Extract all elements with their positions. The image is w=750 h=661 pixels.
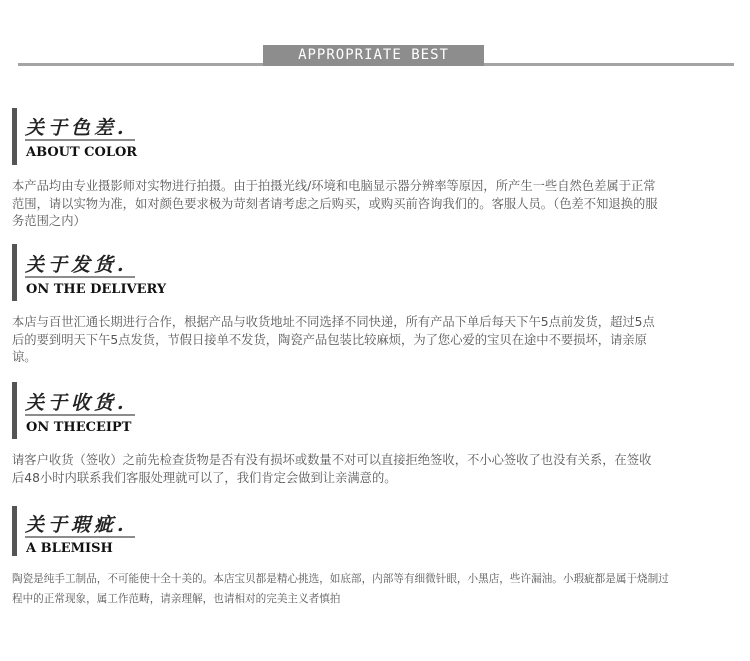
section-accent-bar [12,244,17,301]
section-accent-bar [12,506,17,556]
section-text: 本店与百世汇通长期进行合作，根据产品与收货地址不同选择不同快递，所有产品下单后每天下午5点前发货，超过5点后的要到明天下午5点发货，节假日接单不发货，陶瓷产品包装比较麻烦，为了您心爱的宝贝在途中不要损坏，请亲原谅。 [12,315,655,364]
section-accent-bar [12,382,17,439]
section-title-cn: 关于色差. [25,117,128,139]
section-title-cn: 关于收货. [25,392,128,414]
section-title-en: ON THE DELIVERY [26,282,167,297]
section-text: 本产品均由专业摄影师对实物进行拍摄。由于拍摄光线/环境和电脑显示器分辨率等原因，所产生一些自然色差属于正常范围，请以实物为准，如对颜色要求极为苛刻者请考虑之后购买，或购买前咨询我们的。客服人员。（色差不知退换的服务范围之内） [12,179,658,228]
section-title-cn: 关于瑕疵. [25,514,128,536]
section-title-cn: 关于发货. [25,254,128,276]
title-underline [25,414,135,416]
section-text: 陶瓷是纯手工制品，不可能使十全十美的。本店宝贝都是精心挑选，如底部，内部等有细微针眼，小黑店，些许漏油。小瑕疵都是属于烧制过程中的正常现象，属工作范畴，请亲理解，也请相对的完美主义者慎拍 [12,573,669,605]
section-title-en: A BLEMISH [26,541,113,556]
title-underline [25,536,135,538]
section-title-en: ABOUT COLOR [26,145,138,160]
title-underline [25,139,135,141]
header-banner: APPROPRIATE BEST [263,45,484,66]
section-text: 请客户收货（签收）之前先检查货物是否有没有损坏或数量不对可以直接拒绝签收，不小心签收了也没有关系，在签收后48小时内联系我们客服处理就可以了，我们肯定会做到让亲满意的。 [12,453,652,485]
section-accent-bar [12,108,17,165]
title-underline [25,276,135,278]
section-title-en: ON THECEIPT [26,420,132,435]
